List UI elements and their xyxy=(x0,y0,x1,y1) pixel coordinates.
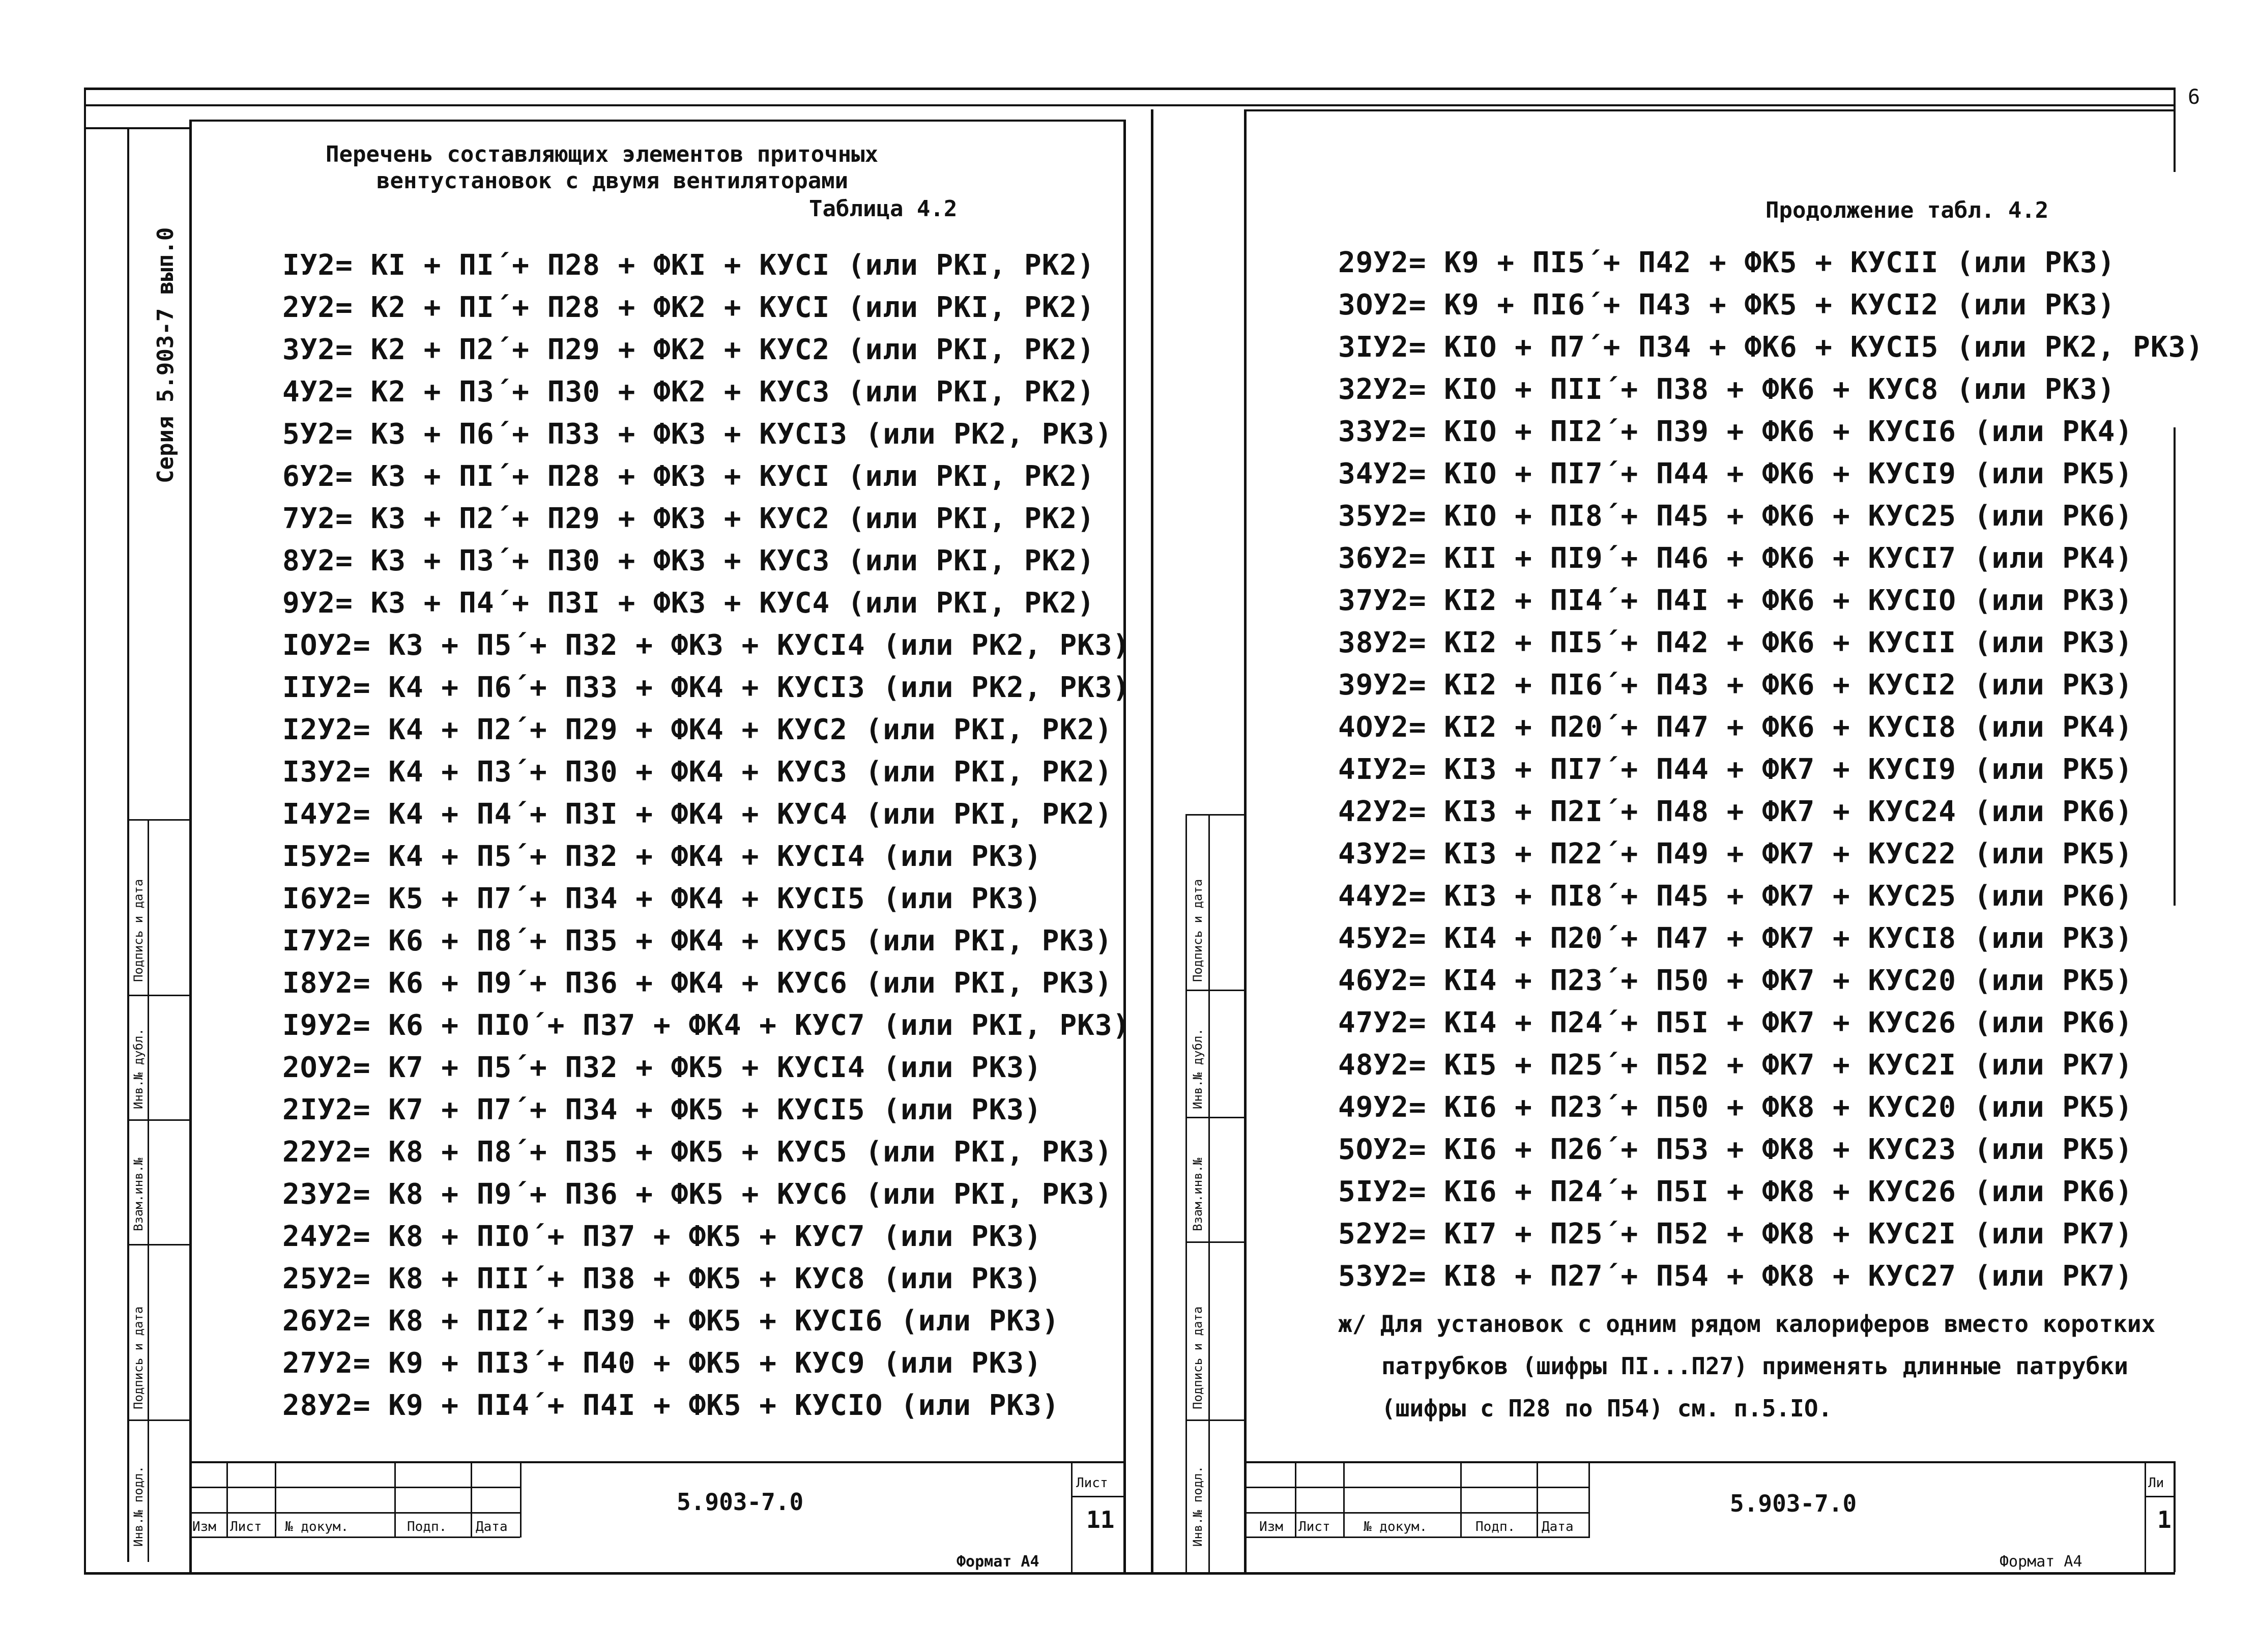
table-row: 29У2= К9 + ПI5´+ П42 + ФК5 + КУСII (или РК3) xyxy=(1338,246,2116,279)
right-frame-right xyxy=(2174,106,2176,172)
sheet-number: 11 xyxy=(1086,1506,1115,1533)
table-row: 33У2= КIO + ПI2´+ П39 + ФК6 + КУСI6 (или РК4) xyxy=(1338,415,2133,448)
table-row: I8У2= К6 + П9´+ П36 + ФК4 + КУС6 (или РКI, РК3) xyxy=(282,967,1113,1000)
document-code: 5.903-7.0 xyxy=(1730,1490,1857,1517)
sheet-label: Ли xyxy=(2148,1475,2164,1491)
stamp-label: Взам.инв.№ xyxy=(1191,1157,1205,1231)
document-code: 5.903-7.0 xyxy=(677,1488,804,1516)
stamp-label: Подпись и дата xyxy=(131,879,146,982)
table-row: 28У2= К9 + ПI4´+ П4I + ФК5 + КУСIO (или РК3) xyxy=(282,1389,1060,1422)
table-row: 46У2= КI4 + П23´+ П50 + ФК7 + КУС20 (или РК5) xyxy=(1338,964,2133,997)
stamp-header: Изм xyxy=(192,1519,216,1534)
left-strip-outer xyxy=(84,88,86,1575)
table-row: 35У2= КIO + ПI8´+ П45 + ФК6 + КУС25 (или РК6) xyxy=(1338,500,2133,533)
stamp-header: № докум. xyxy=(1364,1519,1428,1534)
table-row: IIУ2= К4 + П6´+ П33 + ФК4 + КУСI3 (или РК2, РК3) xyxy=(282,671,1131,704)
table-row: I9У2= К6 + ПIO´+ П37 + ФК4 + КУС7 (или РКI, РК3) xyxy=(282,1009,1131,1042)
table-row: 43У2= КI3 + П22´+ П49 + ФК7 + КУС22 (или РК5) xyxy=(1338,837,2133,871)
series-caption: Серия 5.903-7 вып.0 xyxy=(153,227,179,483)
format-label: Формат А4 xyxy=(2000,1553,2082,1571)
left-strip-top xyxy=(84,127,191,129)
left-strip-inner xyxy=(127,127,129,1562)
right-frame-right-bottom xyxy=(2174,1461,2176,1572)
stamp-label: Подпись и дата xyxy=(1191,879,1205,982)
table-row: 5У2= К3 + П6´+ П33 + ФК3 + КУСI3 (или РК2, РК3) xyxy=(282,418,1113,451)
table-row: 4У2= К2 + П3´+ П30 + ФК2 + КУС3 (или РКI, РК2) xyxy=(282,375,1095,409)
table-row: 2IУ2= К7 + П7´+ П34 + ФК5 + КУСI5 (или РК3) xyxy=(282,1093,1042,1126)
table-row: 44У2= КI3 + ПI8´+ П45 + ФК7 + КУС25 (или РК6) xyxy=(1338,880,2133,913)
sheet-top-border xyxy=(84,88,2175,90)
left-title-line1: Перечень составляющих элементов приточных xyxy=(326,141,879,167)
table-row: 27У2= К9 + ПI3´+ П40 + ФК5 + КУС9 (или РК3) xyxy=(282,1347,1042,1380)
page-corner-number: 6 xyxy=(2188,85,2201,109)
stamp-header: Подп. xyxy=(1475,1519,1516,1534)
stamp-header: Изм xyxy=(1259,1519,1283,1534)
table-row: 7У2= К3 + П2´+ П29 + ФК3 + КУС2 (или РКI, РК2) xyxy=(282,502,1095,535)
stamp-label: Инв.№ дубл. xyxy=(1191,1028,1205,1109)
stamp-label: Инв.№ подл. xyxy=(131,1466,146,1547)
table-row: 49У2= КI6 + П23´+ П50 + ФК8 + КУС20 (или РК5) xyxy=(1338,1091,2133,1124)
table-row: 2У2= К2 + ПI´+ П28 + ФК2 + КУСI (или РКI, РК2) xyxy=(282,291,1095,324)
sheet-top-border-inner xyxy=(84,104,2175,106)
stamp-header: Лист xyxy=(1298,1519,1330,1534)
stamp-label: Подпись и дата xyxy=(131,1306,146,1409)
table-row: 9У2= К3 + П4´+ П3I + ФК3 + КУС4 (или РКI, РК2) xyxy=(282,587,1095,620)
table-row: 36У2= КII + ПI9´+ П46 + ФК6 + КУСI7 (или РК4) xyxy=(1338,542,2133,575)
footnote-line: ж/ Для установок с одним рядом калориферов вместо коротких xyxy=(1338,1310,2156,1338)
table-row: IУ2= КI + ПI´+ П28 + ФКI + КУСI (или РКI, РК2) xyxy=(282,249,1095,282)
table-row: 34У2= КIO + ПI7´+ П44 + ФК6 + КУСI9 (или РК5) xyxy=(1338,457,2133,490)
sheet-divider xyxy=(1151,109,1153,1575)
continuation-label: Продолжение табл. 4.2 xyxy=(1765,197,2049,223)
table-row: 4OУ2= КI2 + П20´+ П47 + ФК6 + КУСI8 (или РК4) xyxy=(1338,711,2133,744)
format-label: Формат А4 xyxy=(957,1553,1039,1571)
left-stamp-inner-line xyxy=(148,819,149,1562)
table-label: Таблица 4.2 xyxy=(809,196,958,222)
table-row: 42У2= КI3 + П2I´+ П48 + ФК7 + КУС24 (или РК6) xyxy=(1338,795,2133,828)
table-row: 8У2= К3 + П3´+ П30 + ФК3 + КУС3 (или РКI, РК2) xyxy=(282,544,1095,577)
stamp-header: Подп. xyxy=(407,1519,447,1534)
table-row: 3У2= К2 + П2´+ П29 + ФК2 + КУС2 (или РКI, РК2) xyxy=(282,333,1095,366)
footnote-line: патрубков (шифры ПI...П27) применять длинные патрубки xyxy=(1381,1352,2128,1380)
stamp-label: Подпись и дата xyxy=(1191,1306,1205,1409)
table-row: 4IУ2= КI3 + ПI7´+ П44 + ФК7 + КУСI9 (или РК5) xyxy=(1338,753,2133,786)
left-frame-right xyxy=(1123,120,1126,1572)
table-row: 47У2= КI4 + П24´+ П5I + ФК7 + КУС26 (или РК6) xyxy=(1338,1006,2133,1039)
sheet-label: Лист xyxy=(1076,1475,1108,1491)
table-row: 53У2= КI8 + П27´+ П54 + ФК8 + КУС27 (или РК7) xyxy=(1338,1260,2133,1293)
table-row: 32У2= КIO + ПII´+ П38 + ФК6 + КУС8 (или РК3) xyxy=(1338,373,2116,406)
table-row: 52У2= КI7 + П25´+ П52 + ФК8 + КУС2I (или РК7) xyxy=(1338,1218,2133,1251)
table-row: 26У2= К8 + ПI2´+ П39 + ФК5 + КУСI6 (или РК3) xyxy=(282,1305,1060,1338)
table-row: IOУ2= К3 + П5´+ П32 + ФК3 + КУСI4 (или РК2, РК3) xyxy=(282,629,1131,662)
stamp-header: Лист xyxy=(230,1519,262,1534)
table-row: 38У2= КI2 + ПI5´+ П42 + ФК6 + КУСII (или РК3) xyxy=(1338,626,2133,659)
table-row: I2У2= К4 + П2´+ П29 + ФК4 + КУС2 (или РКI, РК2) xyxy=(282,713,1113,746)
table-row: I3У2= К4 + П3´+ П30 + ФК4 + КУС3 (или РКI, РК2) xyxy=(282,756,1113,789)
table-row: 48У2= КI5 + П25´+ П52 + ФК7 + КУС2I (или РК7) xyxy=(1338,1049,2133,1082)
table-row: 3IУ2= КIO + П7´+ П34 + ФК6 + КУСI5 (или РК2, РК3) xyxy=(1338,331,2204,364)
table-row: 25У2= К8 + ПII´+ П38 + ФК5 + КУС8 (или РК3) xyxy=(282,1262,1042,1295)
right-frame-top xyxy=(1244,109,2175,111)
right-frame-right-lower xyxy=(2174,427,2176,906)
right-frame-left xyxy=(1244,109,1247,1572)
table-row: 22У2= К8 + П8´+ П35 + ФК5 + КУС5 (или РКI, РК3) xyxy=(282,1136,1113,1169)
table-row: 5IУ2= КI6 + П24´+ П5I + ФК8 + КУС26 (или РК6) xyxy=(1338,1175,2133,1208)
table-row: 5OУ2= КI6 + П26´+ П53 + ФК8 + КУС23 (или РК5) xyxy=(1338,1133,2133,1166)
left-strip-right xyxy=(189,120,192,1572)
table-row: 3OУ2= К9 + ПI6´+ П43 + ФК5 + КУСI2 (или РК3) xyxy=(1338,288,2116,322)
table-row: 2OУ2= К7 + П5´+ П32 + ФК5 + КУСI4 (или РК3) xyxy=(282,1051,1042,1084)
table-row: 37У2= КI2 + ПI4´+ П4I + ФК6 + КУСIO (или РК3) xyxy=(1338,584,2133,617)
left-title-line2: вентустановок с двумя вентиляторами xyxy=(377,168,849,194)
sheet-bottom-border xyxy=(84,1572,2175,1575)
table-row: 24У2= К8 + ПIO´+ П37 + ФК5 + КУС7 (или РК3) xyxy=(282,1220,1042,1253)
table-row: I7У2= К6 + П8´+ П35 + ФК4 + КУС5 (или РКI, РК3) xyxy=(282,924,1113,958)
sheet-right-border xyxy=(2174,88,2176,106)
stamp-label: Инв.№ дубл. xyxy=(131,1028,146,1109)
stamp-label: Инв.№ подл. xyxy=(1191,1466,1205,1547)
stamp-label: Взам.инв.№ xyxy=(131,1157,146,1231)
sheet-number: 1 xyxy=(2157,1506,2172,1533)
stamp-header: № докум. xyxy=(285,1519,349,1534)
table-row: 45У2= КI4 + П20´+ П47 + ФК7 + КУСI8 (или РК3) xyxy=(1338,922,2133,955)
footnote-line: (шифры с П28 по П54) см. п.5.IO. xyxy=(1381,1395,1833,1422)
stamp-header: Дата xyxy=(476,1519,508,1534)
stamp-header: Дата xyxy=(1542,1519,1574,1534)
table-row: 6У2= К3 + ПI´+ П28 + ФК3 + КУСI (или РКI, РК2) xyxy=(282,460,1095,493)
table-row: 23У2= К8 + П9´+ П36 + ФК5 + КУС6 (или РКI, РК3) xyxy=(282,1178,1113,1211)
table-row: I5У2= К4 + П5´+ П32 + ФК4 + КУСI4 (или РК3) xyxy=(282,840,1042,873)
table-row: I4У2= К4 + П4´+ П3I + ФК4 + КУС4 (или РКI, РК2) xyxy=(282,798,1113,831)
table-row: 39У2= КI2 + ПI6´+ П43 + ФК6 + КУСI2 (или РК3) xyxy=(1338,669,2133,702)
left-frame-top xyxy=(191,120,1124,122)
table-row: I6У2= К5 + П7´+ П34 + ФК4 + КУСI5 (или РК3) xyxy=(282,882,1042,915)
